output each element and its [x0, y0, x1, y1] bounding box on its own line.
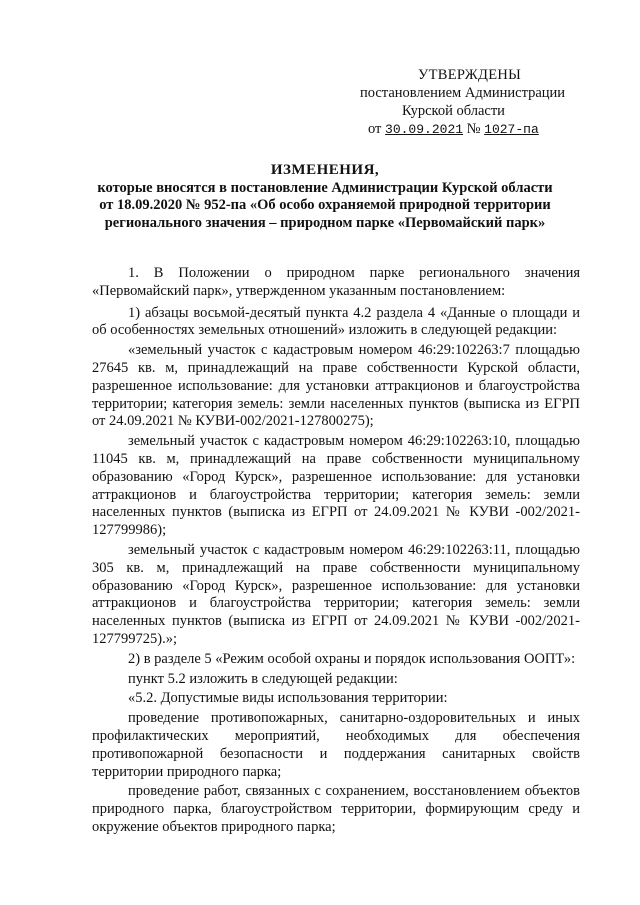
document-title	[60, 162, 590, 232]
title-line-1: которые вносятся в постановление Администрации Курской области	[97, 179, 553, 196]
title-heading: ИЗМЕНЕНИЯ,	[270, 162, 380, 178]
paragraph-5: земельный участок с кадастровым номером 46:29:102263:11, площадью 305 кв. м, принадлежащий на праве собственности муниципальному образованию «Город Курск», разрешенное использование: для установки аттракционов и благоустройства территории; категория земель: земли населенных пунктов (выписка из ЕГРП от 24.09.2021 № КУВИ -002/2021-127799725).»;	[92, 541, 580, 647]
approval-date-number	[360, 120, 590, 139]
paragraph-4: земельный участок с кадастровым номером 46:29:102263:10, площадью 11045 кв. м, принадлежащий на праве собственности муниципальному образованию «Город Курск», разрешенное использование: для установки аттракционов и благоустройства территории; категория земель: земли населенных пунктов (выписка из ЕГРП от 24.09.2021 № КУВИ -002/2021-127799986);	[92, 433, 580, 539]
paragraph-9: проведение противопожарных, санитарно-оздоровительных и иных профилактических мероприятий, необходимых для обеспечения противопожарной безопасности и поддержания санитарных свойств территории природного парка;	[92, 710, 580, 780]
paragraph-6: 2) в разделе 5 «Режим особой охраны и порядок использования ООПТ»:	[128, 650, 576, 667]
approval-number: 1027-па	[484, 122, 539, 137]
paragraph-10: проведение работ, связанных с сохранением, восстановлением объектов природного парка, благоустройством территории, формирующим среду и окружение объектов природного парка;	[92, 783, 580, 835]
paragraph-7: пункт 5.2 изложить в следующей редакции:	[128, 670, 398, 687]
approval-date: 30.09.2021	[385, 122, 464, 137]
paragraph-1: 1. В Положении о природном парке регионального значения «Первомайский парк», утвержденном указанным постановлением:	[92, 265, 580, 299]
paragraph-3: «земельный участок с кадастровым номером 46:29:102263:7 площадью 27645 кв. м, принадлежащий на праве собственности Курской области, разрешенное использование: для установки аттракционов и благоустройства территории; категория земель: земли населенных пунктов (выписка из ЕГРП от 24.09.2021 № КУВИ-002/2021-127800275);	[92, 342, 580, 430]
approval-stamp	[360, 66, 590, 139]
paragraph-8: «5.2. Допустимые виды использования территории:	[128, 690, 448, 707]
approval-number-label: №	[466, 121, 481, 137]
approval-issuer: постановлением Администрации	[360, 85, 566, 101]
approval-heading: УТВЕРЖДЕНЫ	[418, 67, 522, 83]
paragraph-2: 1) абзацы восьмой-десятый пункта 4.2 раздела 4 «Данные о площади и об особенностях земельных отношений» изложить в следующей редакции:	[92, 304, 580, 339]
title-line-2: от 18.09.2020 № 952-па «Об особо охраняемой природной территории	[99, 197, 551, 213]
approval-region: Курской области	[402, 103, 505, 119]
title-line-3: регионального значения – природном парке «Первомайский парк»	[104, 214, 546, 231]
approval-from-label: от	[368, 121, 382, 137]
document-body	[92, 265, 580, 839]
